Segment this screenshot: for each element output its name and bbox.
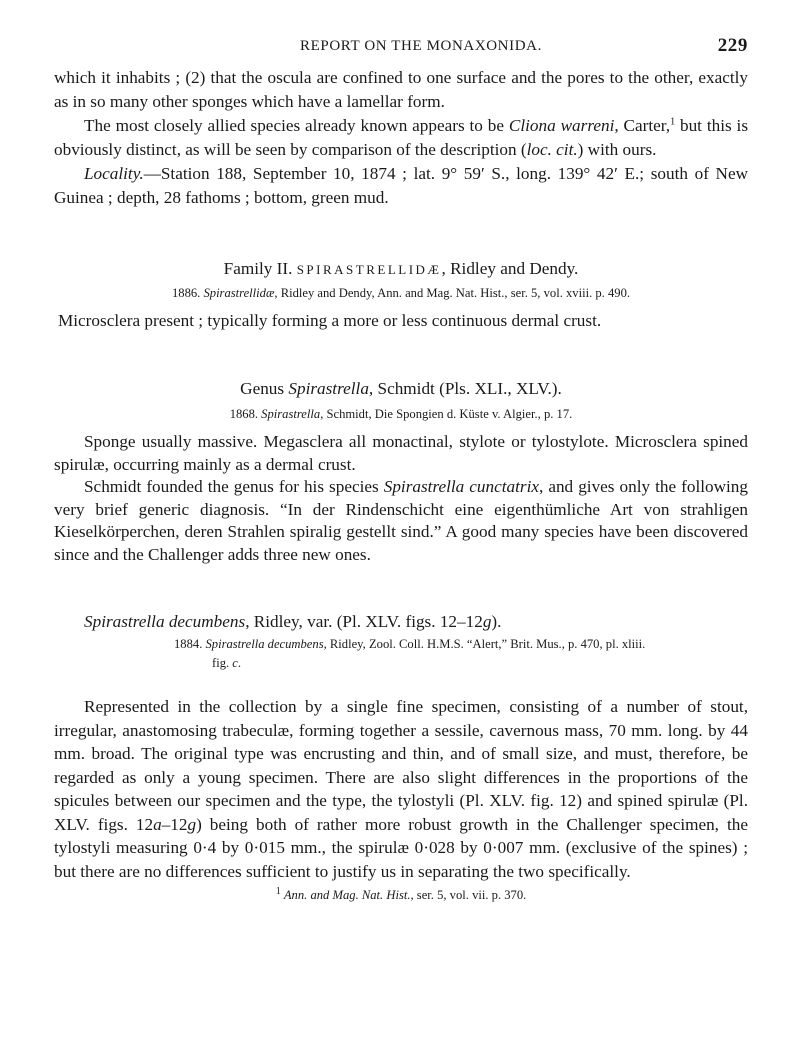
family-name: SPIRASTRELLIDÆ	[296, 262, 442, 277]
family-synonymy: 1886. Spirastrellidæ, Ridley and Dendy, Ann. and Mag. Nat. Hist., ser. 5, vol. xviii. p. 490.	[171, 286, 631, 300]
species-name-cunctatrix: Spirastrella cunctatrix	[383, 477, 539, 496]
page-number: 229	[717, 35, 748, 56]
running-head	[54, 35, 748, 66]
genus-heading: Genus Spirastrella, Schmidt (Pls. XLI., XLV.).	[240, 379, 562, 398]
footnote-reference: 1	[670, 116, 676, 128]
genus-name: Spirastrella	[288, 379, 369, 398]
family-diagnosis: Microsclera present ; typically forming a more or less continuous dermal crust.	[58, 311, 602, 330]
family-heading: Family II. SPIRASTRELLIDÆ, Ridley and Dendy.	[223, 259, 579, 278]
locality-label: Locality.	[84, 164, 144, 183]
species-name-cliona: Cliona warreni	[508, 116, 615, 135]
paragraph-oscula: which it inhabits ; (2) that the oscula are confined to one surface and the pores to the other, exactly as in so many other sponges which have a lamellar form.	[54, 68, 748, 111]
species-synonymy: 1884. Spirastrella decumbens, Ridley, Zool. Coll. H.M.S. “Alert,” Brit. Mus., p. 470, pl. xliii. fig. c.	[174, 637, 646, 670]
genus-synonymy: 1868. Spirastrella, Schmidt, Die Spongien d. Küste v. Algier., p. 17.	[229, 407, 573, 421]
genus-diagnosis: Sponge usually massive. Megasclera all monactinal, stylote or tylostylote. Microsclera spined spirulæ, occurring mainly as a dermal crust.	[54, 432, 748, 474]
footnote-mark: 1	[275, 885, 281, 897]
paragraph-allied-species: The most closely allied species already known appears to be Cliona warreni, Carter,$^1$ but this is obviously distinct, as will be seen by comparison of the description (loc. cit.) with ours.	[54, 116, 749, 159]
species-heading: Spirastrella decumbens, Ridley, var. (Pl. XLV. figs. 12–12g).	[84, 612, 502, 631]
paragraph-species-description: Represented in the collection by a single fine specimen, consisting of a number of stout, irregular, anastomosing trabeculæ, forming together a sessile, cavernous mass, 70 mm. long. by 44 mm. broad. The original type was encrusting and thin, and of small size, and must, therefore, be regarded as only a young specimen. There are also slight differences in the proportions of the spicules between our specimen and the type, the tylostyli (Pl. XLV. fig. 12) and spined spirulæ (Pl. XLV. figs. 12a–12g) being both of rather more robust growth in the Challenger specimen, the tylostyli measuring 0·4 by 0·015 mm., the spirulæ 0·028 by 0·007 mm. (exclusive of the spines) ; but there are no differences sufficient to justify us in separating the two specifically.	[54, 697, 748, 881]
running-title: REPORT ON THE MONAXONIDA.	[300, 38, 542, 54]
species-name-decumbens: Spirastrella decumbens	[84, 612, 246, 631]
page	[54, 35, 749, 903]
paragraph-locality: Locality.—Station 188, September 10, 1874 ; lat. 9° 59′ S., long. 139° 42′ E.; south of New Guinea ; depth, 28 fathoms ; bottom, green mud.	[54, 164, 748, 207]
paragraph-schmidt: Schmidt founded the genus for his species Spirastrella cunctatrix, and gives only the following very brief generic diagnosis. “In der Rindenschicht eine eigenthümliche Art von strahligen Kieselkörperchen, deren Strahlen spiralig gestellt sind.” A good many species have been discovered since and the Challenger adds three new ones.	[54, 477, 748, 564]
footnote: $^1$ Ann. and Mag. Nat. Hist., ser. 5, vol. vii. p. 370.	[275, 885, 527, 902]
